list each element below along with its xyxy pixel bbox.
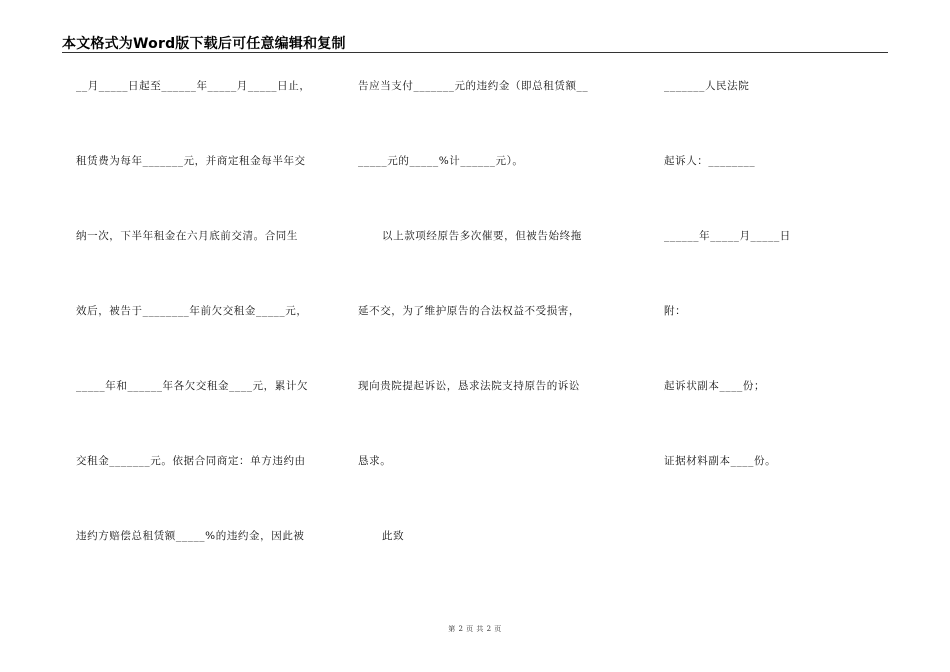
- text-line: 违约方赔偿总租赁额_____%的违约金，因此被: [76, 530, 305, 542]
- text-line: _____元的_____%计______元）。: [358, 155, 524, 167]
- document-header-title: 本文格式为Word版下载后可任意编辑和复制: [62, 36, 346, 52]
- text-line: __月_____日起至______年_____月_____日止，: [76, 80, 311, 92]
- text-line: 交租金_______元。依据合同商定：单方违约由: [76, 455, 306, 467]
- attachment-item: 证据材料副本____份。: [664, 455, 777, 467]
- attachment-item: 起诉状副本____份；: [664, 380, 766, 392]
- text-line: 延不交，为了维护原告的合法权益不受损害，: [358, 305, 580, 317]
- text-line: 告应当支付_______元的违约金（即总租赁额__: [358, 80, 589, 92]
- text-line: 纳一次，下半年租金在六月底前交清。合同生: [76, 230, 298, 242]
- header-divider: [62, 52, 888, 53]
- text-line: 恳求。: [358, 455, 392, 467]
- text-line: 以上款项经原告多次催要，但被告始终拖: [382, 230, 582, 242]
- attachments-heading: 附：: [664, 305, 687, 317]
- text-line: 现向贵院提起诉讼，恳求法院支持原告的诉讼: [358, 380, 580, 392]
- text-line: 租赁费为每年_______元，并商定租金每半年交: [76, 155, 306, 167]
- court-name-line: _______人民法院: [664, 80, 750, 92]
- page-number: 第 2 页 共 2 页: [448, 625, 502, 633]
- date-line: ______年_____月_____日: [664, 230, 791, 242]
- salutation-line: 此致: [382, 530, 405, 542]
- plaintiff-signature-line: 起诉人：________: [664, 155, 756, 167]
- text-line: 效后，被告于________年前欠交租金_____元，: [76, 305, 308, 317]
- text-line: _____年和______年各欠交租金____元，累计欠: [76, 380, 309, 392]
